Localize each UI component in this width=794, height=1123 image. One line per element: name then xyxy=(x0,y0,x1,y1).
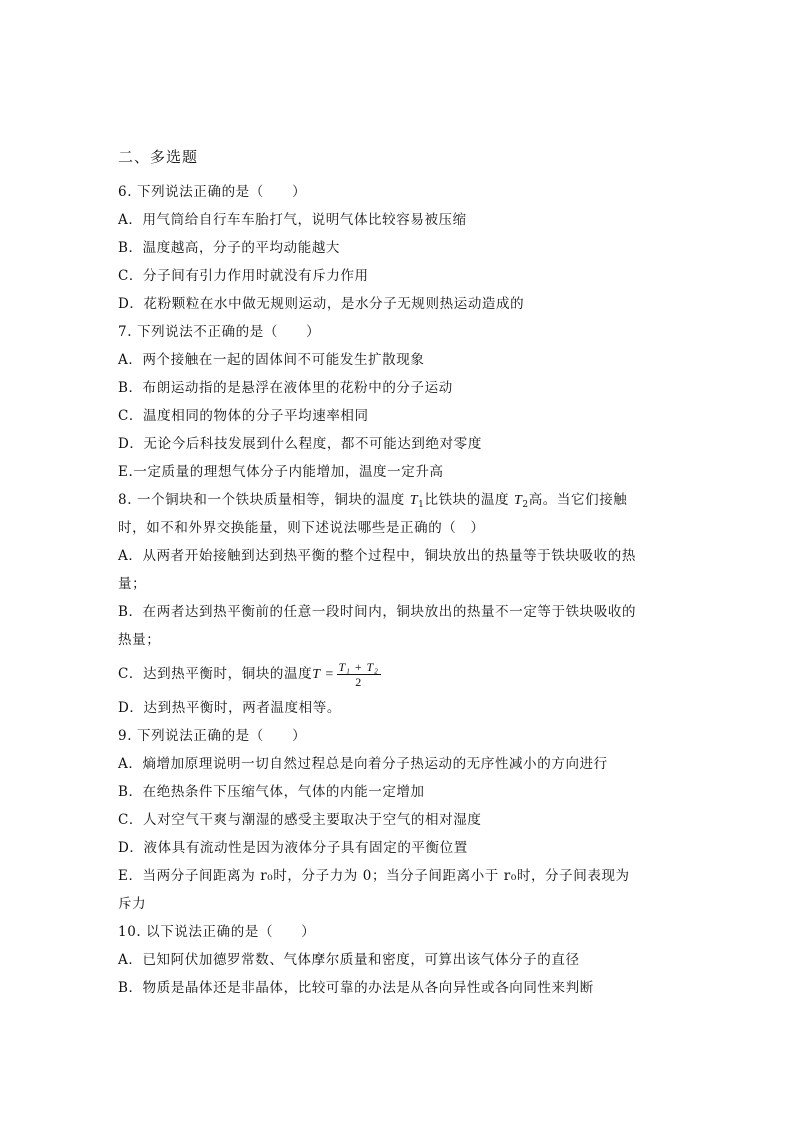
q8-option-a-line1: A．从两者开始接触到达到热平衡的整个过程中，铜块放出的热量等于铁块吸收的热 xyxy=(118,548,636,564)
q6-option-c: C．分子间有引力作用时就没有斥力作用 xyxy=(118,268,369,284)
q8-t1-symbol: T xyxy=(409,493,419,508)
q10-option-b: B．物质是晶体还是非晶体，比较可靠的办法是从各向异性或各向同性来判断 xyxy=(118,980,594,996)
q7-option-c: C．温度相同的物体的分子平均速率相同 xyxy=(118,408,369,424)
q8-option-c-text: C．达到热平衡时，铜块的温度 xyxy=(118,666,313,682)
q8-t2-subscript: 2 xyxy=(522,500,529,510)
q8-option-c xyxy=(118,660,381,689)
q8-formula-denominator: 2 xyxy=(355,675,362,689)
q9-option-d: D．液体具有流动性是因为液体分子具有固定的平衡位置 xyxy=(118,840,468,856)
q9-stem: 9. 下列说法正确的是（ ） xyxy=(118,728,307,744)
q8-stem-line2: 时，如不和外界交换能量，则下述说法哪些是正确的（ ） xyxy=(118,520,485,536)
q8-stem-part-c: 高。当它们接触 xyxy=(528,492,628,508)
q7-option-e: E.一定质量的理想气体分子内能增加，温度一定升高 xyxy=(118,464,444,480)
q7-option-d: D．无论今后科技发展到什么程度，都不可能达到绝对零度 xyxy=(118,436,482,452)
q8-t2-symbol: T xyxy=(513,493,523,508)
q10-stem: 10. 以下说法正确的是（ ） xyxy=(118,924,316,940)
q8-option-d: D．达到热平衡时，两者温度相等。 xyxy=(118,700,341,716)
section-title: 二、多选题 xyxy=(118,148,199,166)
q8-t1-subscript: 1 xyxy=(418,500,425,510)
q8-formula-fraction xyxy=(337,660,381,689)
q9-option-e-line2: 斥力 xyxy=(118,896,147,912)
q6-stem: 6. 下列说法正确的是（ ） xyxy=(118,184,307,200)
q8-formula-lhs: T = xyxy=(312,667,335,682)
q8-option-b-line2: 热量； xyxy=(118,632,161,648)
q8-option-b-line1: B．在两者达到热平衡前的任意一段时间内，铜块放出的热量不一定等于铁块吸收的 xyxy=(118,604,637,620)
q6-option-a: A．用气筒给自行车车胎打气，说明气体比较容易被压缩 xyxy=(118,212,467,228)
q9-option-c: C．人对空气干爽与潮湿的感受主要取决于空气的相对湿度 xyxy=(118,812,482,828)
q9-option-e-line1: E．当两分子间距离为 r₀时，分子力为 0；当分子间距离小于 r₀时，分子间表现为 xyxy=(118,868,630,884)
q9-option-a: A．熵增加原理说明一切自然过程总是向着分子热运动的无序性减小的方向进行 xyxy=(118,756,608,772)
q6-option-d: D．花粉颗粒在水中做无规则运动，是水分子无规则热运动造成的 xyxy=(118,296,525,312)
q7-option-a: A．两个接触在一起的固体间不可能发生扩散现象 xyxy=(118,352,425,368)
q8-stem-part-b: 比铁块的温度 xyxy=(424,492,514,508)
q10-option-a: A．已知阿伏加德罗常数、气体摩尔质量和密度，可算出该气体分子的直径 xyxy=(118,952,580,968)
q7-option-b: B．布朗运动指的是悬浮在液体里的花粉中的分子运动 xyxy=(118,380,453,396)
q9-option-b: B．在绝热条件下压缩气体，气体的内能一定增加 xyxy=(118,784,425,800)
q7-stem: 7. 下列说法不正确的是（ ） xyxy=(118,324,321,340)
q8-formula-numerator: T₁ + T₂ xyxy=(338,660,379,674)
q8-option-a-line2: 量； xyxy=(118,576,147,592)
q6-option-b: B．温度越高，分子的平均动能越大 xyxy=(118,240,341,256)
q8-stem-part-a: 8. 一个铜块和一个铁块质量相等，铜块的温度 xyxy=(118,492,410,508)
q8-stem xyxy=(118,491,627,514)
